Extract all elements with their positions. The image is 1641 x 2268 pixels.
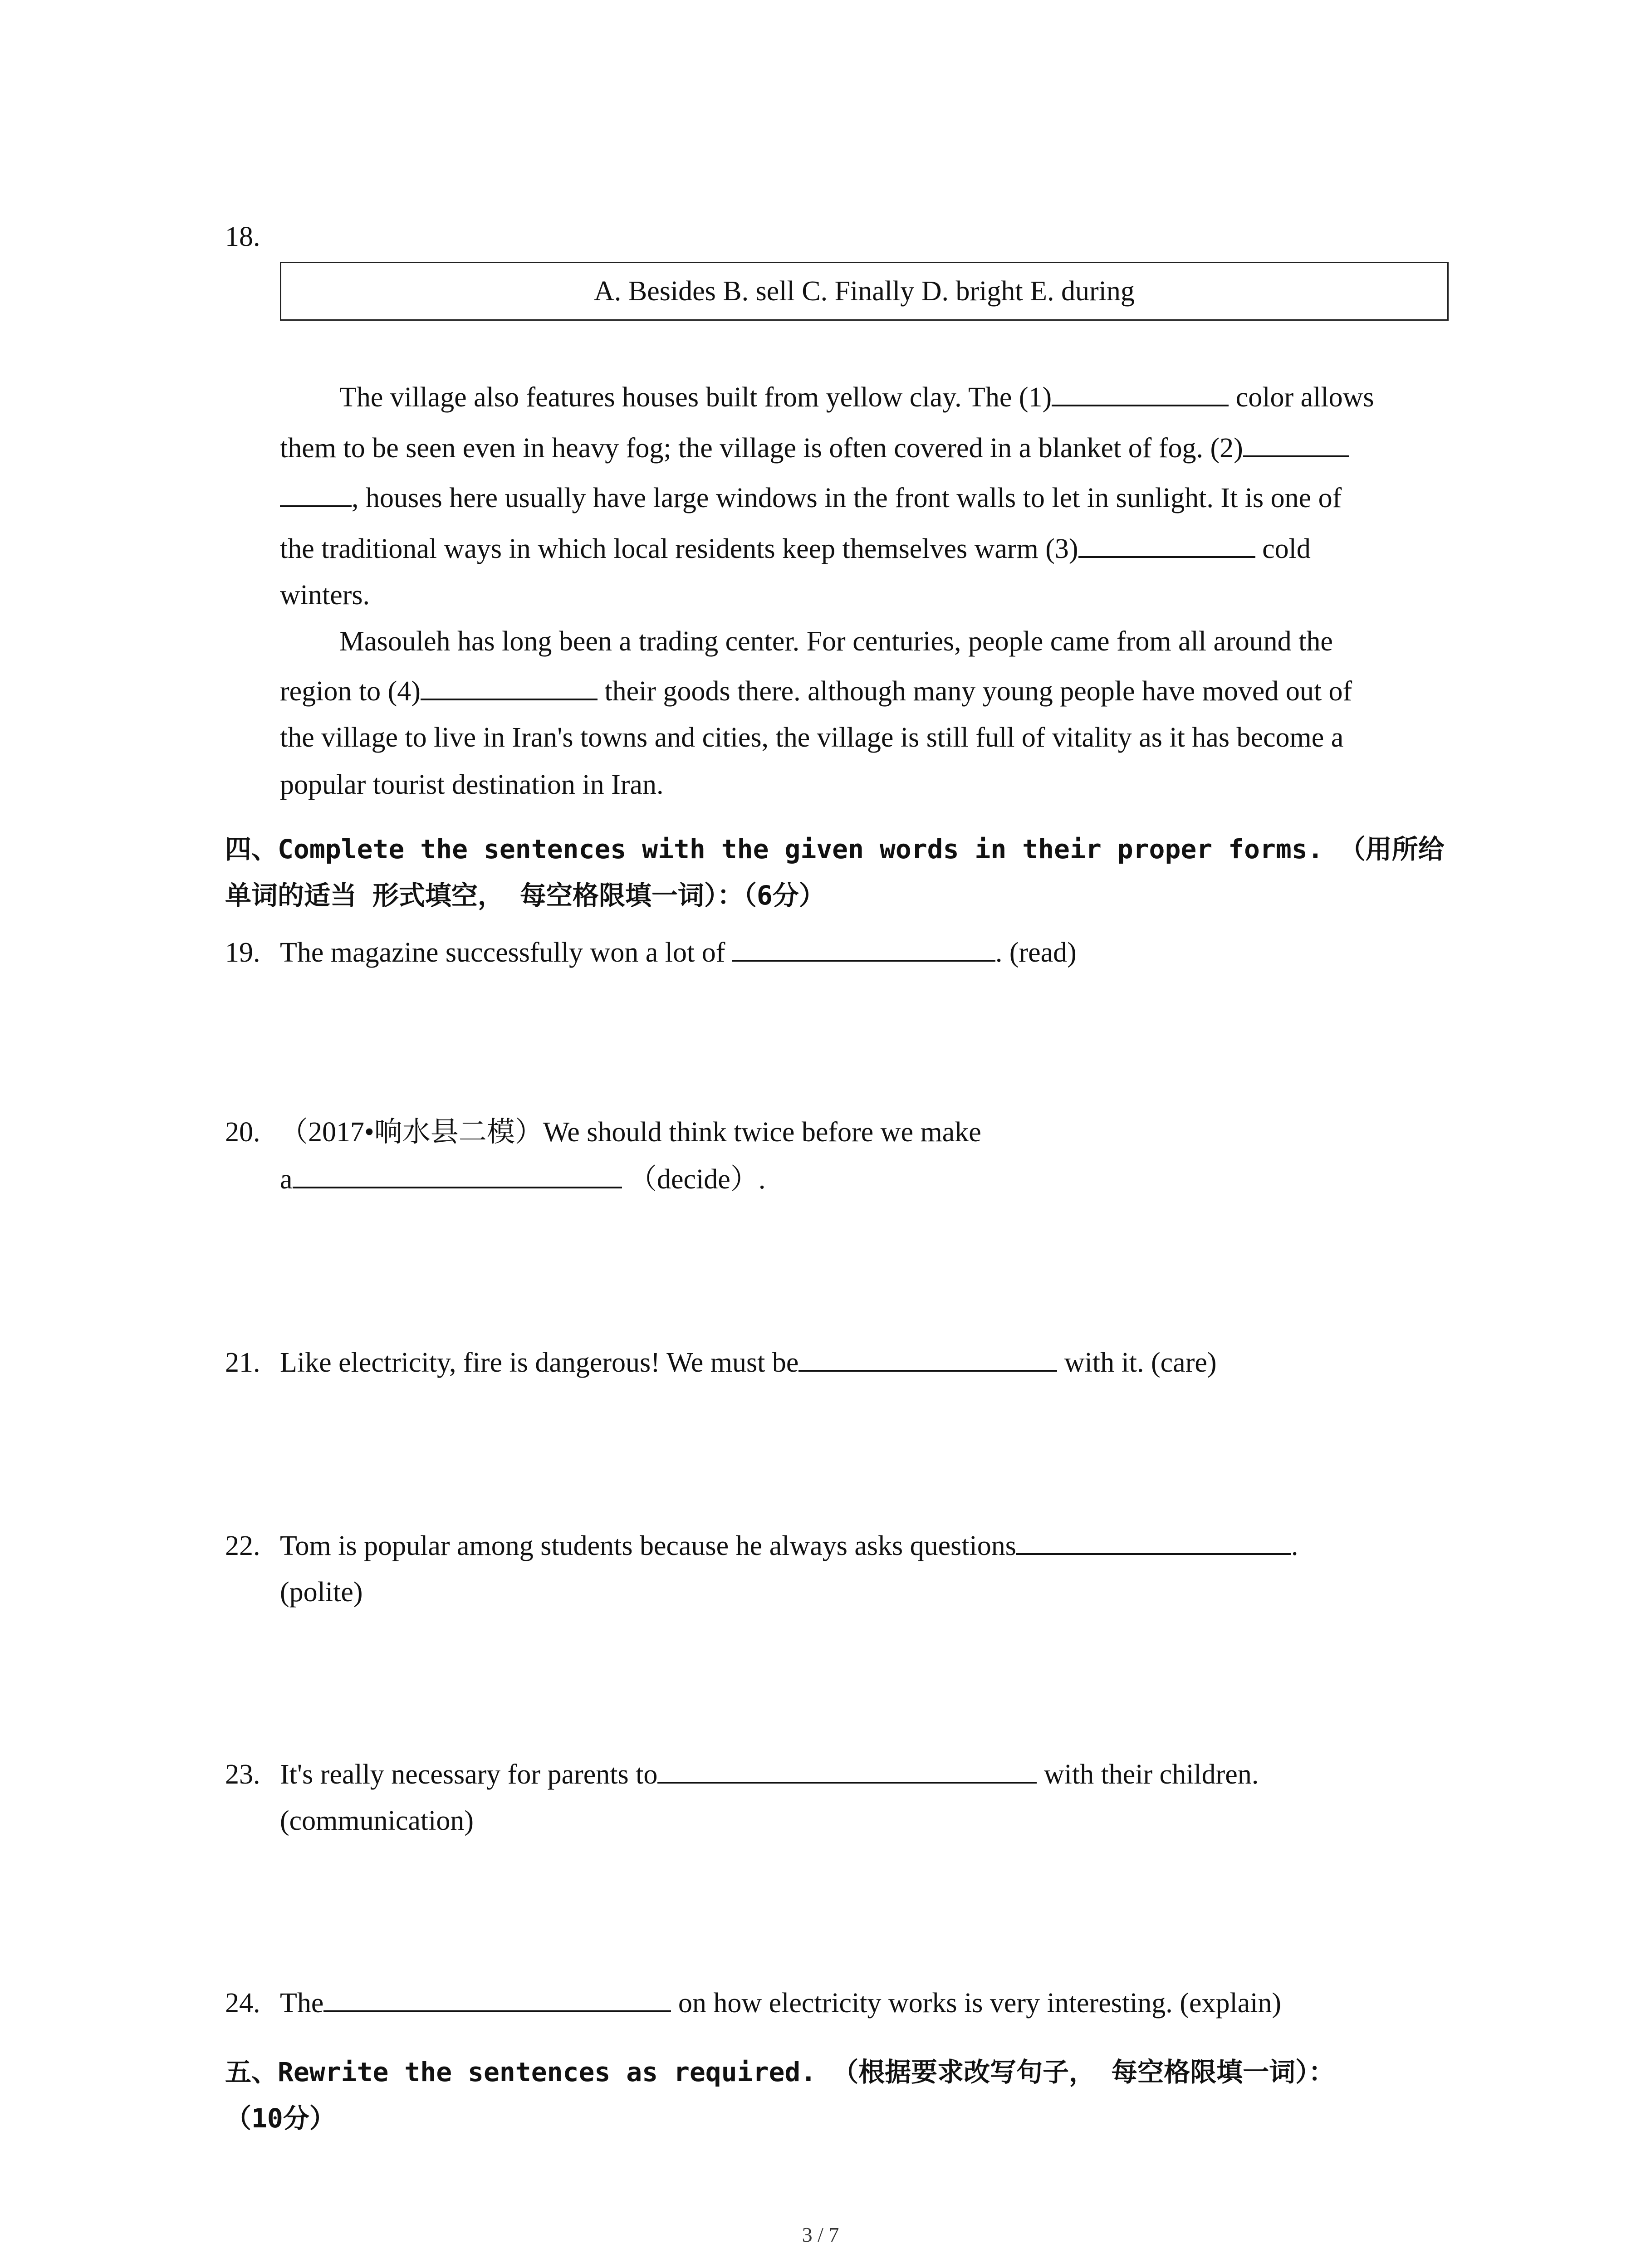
- question-text: with their children.: [1043, 1759, 1259, 1790]
- answer-blank-4[interactable]: [421, 671, 598, 700]
- passage-line: [280, 526, 1311, 572]
- passage-text: them to be seen even in heavy fog; the village is often covered in a blanket of fog. (2): [280, 433, 1243, 464]
- passage-text: , houses here usually have large windows in the front walls to let in sunlight. It is one of: [352, 483, 1342, 513]
- question-number-18: 18.: [225, 221, 260, 252]
- question-text: Tom is popular among students because he always asks questions: [280, 1530, 1016, 1561]
- question-24-text: [280, 1980, 1281, 2026]
- passage-text: the traditional ways in which local residents keep themselves warm (3): [280, 533, 1078, 564]
- question-20-text-cont: [280, 1157, 765, 1202]
- passage-line: [280, 425, 1349, 471]
- answer-blank-20[interactable]: [293, 1159, 622, 1188]
- section-heading-4-cont: 单词的适当 形式填空， 每空格限填一词）：（6分）: [225, 880, 825, 911]
- passage-line: winters.: [280, 580, 370, 611]
- passage-text: region to (4): [280, 676, 421, 707]
- question-number-22: 22.: [225, 1530, 260, 1561]
- passage-text: cold: [1262, 533, 1311, 564]
- answer-blank-1[interactable]: [1052, 377, 1229, 406]
- question-19-text: [280, 930, 1077, 975]
- word-bank-text: A. Besides B. sell C. Finally D. bright E. during: [594, 275, 1135, 307]
- passage-line: the village to live in Iran's towns and cities, the village is still full of vitality as it has become a: [280, 722, 1344, 753]
- passage-line: popular tourist destination in Iran.: [280, 769, 664, 800]
- question-text: Like electricity, fire is dangerous! We must be: [280, 1347, 799, 1378]
- answer-blank-3[interactable]: [1078, 529, 1255, 558]
- passage-text: color allows: [1235, 382, 1374, 413]
- question-number-23: 23.: [225, 1759, 260, 1790]
- answer-blank-2a[interactable]: [1243, 428, 1349, 457]
- answer-blank-2b[interactable]: [280, 478, 352, 507]
- question-text: a: [280, 1164, 293, 1195]
- passage-text: their goods there. although many young people have moved out of: [604, 676, 1352, 707]
- question-23-text: [280, 1752, 1259, 1797]
- page-number: 3 / 7: [802, 2223, 839, 2246]
- question-text: It's really necessary for parents to: [280, 1759, 658, 1790]
- answer-blank-24[interactable]: [323, 1983, 671, 2012]
- question-text: The magazine successfully won a lot of: [280, 937, 725, 968]
- question-number-19: 19.: [225, 937, 260, 968]
- question-22-hint: (polite): [280, 1577, 363, 1608]
- question-text: . (read): [995, 937, 1077, 968]
- passage-text: The village also features houses built from yellow clay. The (1): [339, 382, 1052, 413]
- passage-line: [280, 475, 1342, 521]
- passage-line: [280, 669, 1352, 714]
- answer-blank-21[interactable]: [798, 1343, 1057, 1372]
- answer-blank-22[interactable]: [1016, 1526, 1291, 1555]
- answer-blank-19[interactable]: [732, 933, 995, 962]
- question-text: on how electricity works is very interesting. (explain): [678, 1988, 1282, 2019]
- question-20-text: （2017•响水县二模）We should think twice before we make: [280, 1117, 981, 1148]
- question-number-20: 20.: [225, 1117, 260, 1148]
- question-number-21: 21.: [225, 1347, 260, 1378]
- passage-line: Masouleh has long been a trading center. For centuries, people came from all around the: [339, 626, 1333, 657]
- question-23-hint: (communication): [280, 1805, 474, 1836]
- word-bank-box: [280, 262, 1449, 321]
- question-text: with it. (care): [1064, 1347, 1217, 1378]
- question-22-text: [280, 1523, 1298, 1569]
- section-heading-4: 四、Complete the sentences with the given words in their proper forms. （用所给: [225, 834, 1445, 865]
- question-text: .: [1291, 1530, 1298, 1561]
- question-text: （decide）.: [629, 1164, 766, 1195]
- section-heading-5: 五、Rewrite the sentences as required. （根据要求改写句子， 每空格限填一词）：: [225, 2057, 1335, 2087]
- passage-line: [339, 375, 1374, 420]
- question-number-24: 24.: [225, 1988, 260, 2019]
- question-text: The: [280, 1988, 324, 2019]
- question-21-text: [280, 1340, 1217, 1385]
- answer-blank-23[interactable]: [657, 1755, 1037, 1784]
- section-heading-5-cont: （10分）: [225, 2103, 336, 2134]
